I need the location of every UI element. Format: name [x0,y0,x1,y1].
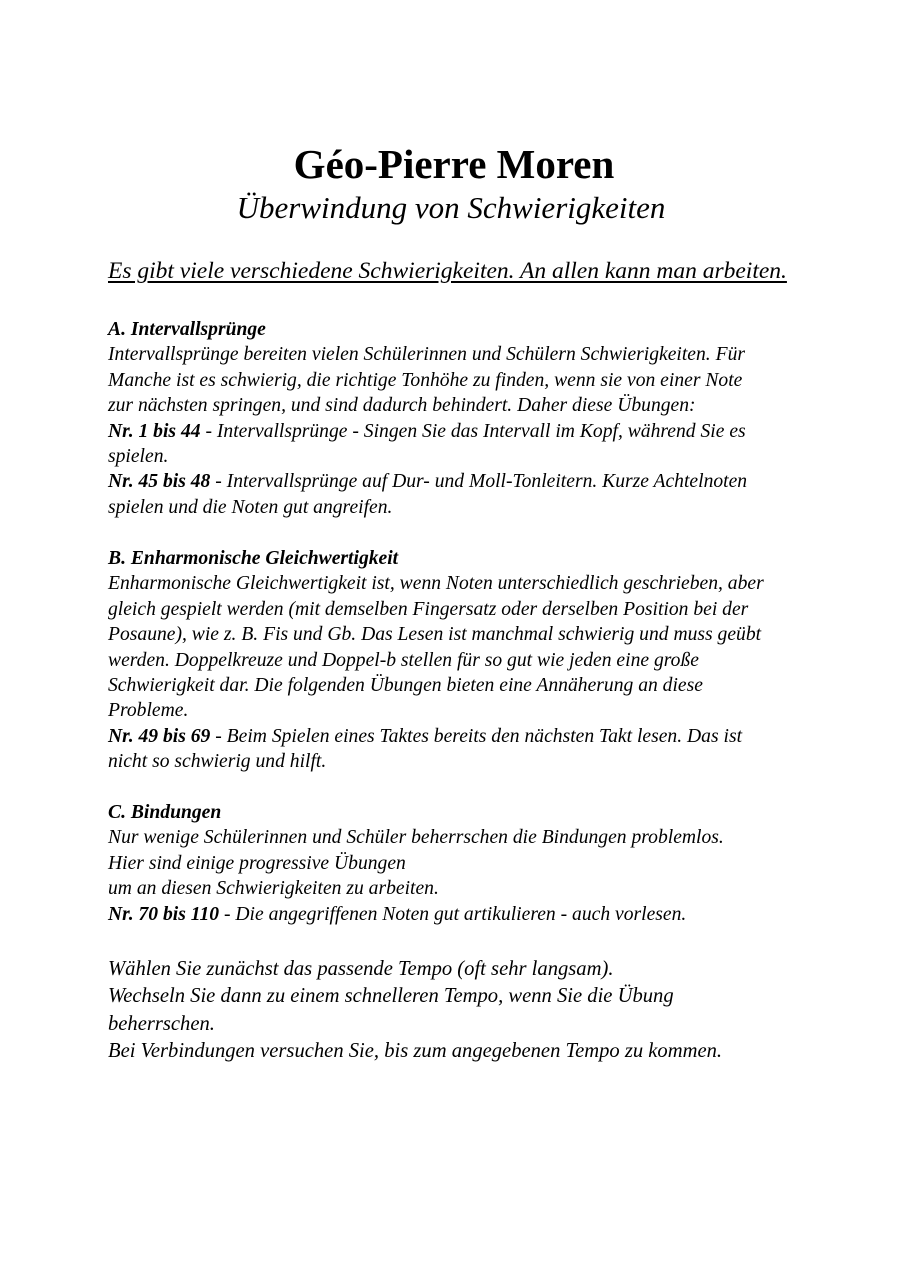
exercise-ref: Nr. 70 bis 110 [108,903,220,925]
section-b-line: Enharmonische Gleichwertigkeit ist, wenn Noten unterschiedlich geschrieben, aber [108,573,764,595]
closing-line: beherrschen. [108,1012,215,1035]
section-c-exercise-1 [108,902,868,927]
section-a-heading: A. Intervallsprünge [108,319,266,340]
section-b-line: Schwierigkeit dar. Die folgenden Übungen bieten eine Annäherung an diese [108,675,703,697]
section-a-exercise-2-cont: spielen und die Noten gut angreifen. [108,496,393,518]
section-a [108,317,868,520]
exercise-ref: Nr. 1 bis 44 [108,420,201,442]
closing-line: Wechseln Sie dann zu einem schnelleren Tempo, wenn Sie die Übung [108,985,674,1008]
page-title: Géo-Pierre Moren [293,141,615,187]
section-b-heading: B. Enharmonische Gleichwertigkeit [108,548,399,569]
section-c [108,800,868,927]
exercise-text: - Die angegriffenen Noten gut artikulieren - auch vorlesen. [219,903,687,925]
section-b-line: Posaune), wie z. B. Fis und Gb. Das Lesen ist manchmal schwierig und muss geübt [108,624,762,646]
closing-line: Bei Verbindungen versuchen Sie, bis zum angegebenen Tempo zu kommen. [108,1039,723,1062]
exercise-text: - Beim Spielen eines Taktes bereits den nächsten Takt lesen. Das ist [210,725,743,747]
section-a-line: Intervallsprünge bereiten vielen Schülerinnen und Schülern Schwierigkeiten. Für [108,344,745,366]
section-b-exercise-1 [108,724,868,749]
section-c-line: Hier sind einige progressive Übungen [108,852,406,874]
section-a-line: zur nächsten springen, und sind dadurch behindert. Daher diese Übungen: [108,395,696,417]
exercise-text: - Intervallsprünge auf Dur- und Moll-Tonleitern. Kurze Achtelnoten [210,471,748,493]
exercise-ref: Nr. 45 bis 48 [108,471,211,493]
closing-line: Wählen Sie zunächst das passende Tempo (oft sehr langsam). [108,958,614,980]
section-a-exercise-2 [108,469,868,494]
section-b-line: gleich gespielt werden (mit demselben Fingersatz oder derselben Position bei der [108,598,749,620]
section-c-heading: C. Bindungen [108,802,222,823]
intro-line: Es gibt viele verschiedene Schwierigkeiten. An allen kann man arbeiten. [108,258,787,284]
section-a-exercise-1-cont: spielen. [108,446,169,468]
section-a-line: Manche ist es schwierig, die richtige Tonhöhe zu finden, wenn sie von einer Note [108,369,743,391]
section-b-exercise-1-cont: nicht so schwierig und hilft. [108,751,327,773]
exercise-text: - Intervallsprünge - Singen Sie das Intervall im Kopf, während Sie es [200,420,746,442]
section-c-line: Nur wenige Schülerinnen und Schüler beherrschen die Bindungen problemlos. [108,827,724,849]
exercise-ref: Nr. 49 bis 69 [108,725,211,747]
page-subtitle: Überwindung von Schwierigkeiten [236,190,666,225]
section-b [108,546,868,775]
section-b-line: werden. Doppelkreuze und Doppel-b stellen für so gut wie jeden eine große [108,649,699,671]
section-b-line: Probleme. [108,700,189,722]
closing-paragraph [108,956,868,1065]
section-c-line: um an diesen Schwierigkeiten zu arbeiten. [108,878,439,900]
section-a-exercise-1 [108,419,868,444]
